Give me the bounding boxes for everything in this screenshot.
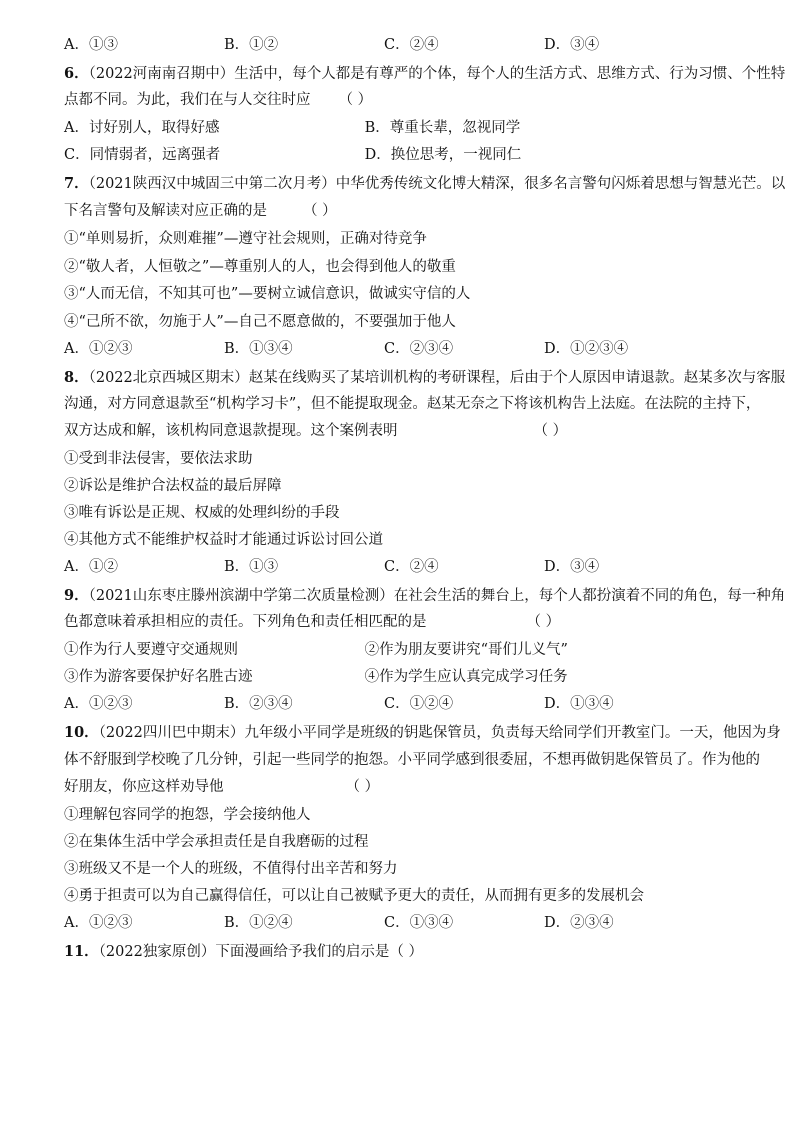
q9-statements-row2 — [64, 664, 744, 691]
answer-blank: （ ） — [526, 614, 561, 630]
q8-statement-4: ④其他方式不能维护权益时才能通过诉讼讨回公道 — [64, 532, 383, 548]
q10-options — [64, 910, 744, 937]
option-b: B．①③④ — [224, 341, 293, 357]
q7-statement-1: ①“单则易折，众则难摧”—遵守社会规则，正确对待竞争 — [64, 231, 427, 247]
q8-stem-line2: 沟通，对方同意退款至“机构学习卡”，但不能提取现金。赵某无奈之下将该机构告上法庭。在法院的主持下， — [64, 396, 761, 412]
option-c: C．②④ — [384, 559, 439, 575]
q11-stem-line1 — [64, 938, 744, 965]
q7-stem-line2 — [64, 198, 744, 225]
q7-options — [64, 336, 744, 363]
q10-statement-4: ④勇于担责可以为自己赢得信任，可以让自己被赋予更大的责任，从而拥有更多的发展机会 — [64, 888, 644, 904]
option-d: D．①②③④ — [544, 341, 629, 357]
option-b: B．①② — [224, 37, 279, 53]
option-d: D．③④ — [544, 559, 600, 575]
option-c: C．①②④ — [384, 696, 454, 712]
question-text: （2022四川巴中期末）九年级小平同学是班级的钥匙保管员，负责每天给同学们开教室门。一天，他因为身 — [98, 725, 781, 741]
option-d: D．③④ — [544, 37, 600, 53]
option-d: D．换位思考，一视同仁 — [364, 147, 522, 163]
option-d: D．①③④ — [544, 696, 614, 712]
question-text: 色都意味着承担相应的责任。下列角色和责任相匹配的是 — [64, 614, 427, 630]
option-c: C．②③④ — [384, 341, 454, 357]
option-a: A．①②③ — [64, 696, 133, 712]
question-text: （2021陕西汉中城固三中第二次月考）中华优秀传统文化博大精深，很多名言警句闪烁着思想与智慧光芒。以 — [88, 176, 786, 192]
question-number: 8． — [64, 369, 89, 386]
q7-statement-3: ③“人而无信，不知其可也”—要树立诚信意识，做诚实守信的人 — [64, 286, 471, 302]
option-c: C．①③④ — [384, 915, 454, 931]
q6-stem-line1 — [64, 60, 786, 87]
question-text: （2022北京西城区期末）赵某在线购买了某培训机构的考研课程，后由于个人原因申请退款。赵某多次与客服 — [88, 370, 786, 386]
option-c: C．同情弱者，远离强者 — [64, 147, 221, 163]
statement-2: ②作为朋友要讲究“哥们儿义气” — [364, 642, 568, 658]
option-b: B．尊重长辈，忽视同学 — [364, 120, 521, 136]
q7-statement-4: ④“己所不欲，勿施于人”—自己不愿意做的，不要强加于他人 — [64, 314, 456, 330]
option-d: D．②③④ — [544, 915, 614, 931]
q6-stem-line2 — [64, 87, 744, 114]
option-a: A．①③ — [64, 37, 118, 53]
question-number: 9． — [64, 587, 89, 604]
q9-options — [64, 691, 744, 718]
option-a: A．讨好别人，取得好感 — [64, 120, 220, 136]
answer-blank: （ ） — [345, 779, 380, 795]
question-text: 好朋友，你应这样劝导他 — [64, 779, 224, 795]
q7-stem-line1 — [64, 170, 786, 197]
question-text: （2022独家原创）下面漫画给予我们的启示是（ ） — [98, 944, 423, 960]
q5-options — [64, 32, 744, 59]
question-number: 11． — [64, 943, 99, 960]
answer-blank: （ ） — [533, 423, 568, 439]
q8-stem-line1 — [64, 364, 786, 391]
option-a: A．①②③ — [64, 341, 133, 357]
q8-statement-1: ①受到非法侵害，要依法求助 — [64, 451, 253, 467]
q8-statement-3: ③唯有诉讼是正规、权威的处理纠纷的手段 — [64, 505, 340, 521]
q10-stem-line3 — [64, 774, 744, 801]
q9-stem-line2 — [64, 609, 744, 636]
option-a: A．①② — [64, 559, 118, 575]
question-number: 7． — [64, 175, 89, 192]
question-number: 6． — [64, 65, 89, 82]
statement-4: ④作为学生应认真完成学习任务 — [364, 669, 568, 685]
option-b: B．②③④ — [224, 696, 293, 712]
q10-statement-2: ②在集体生活中学会承担责任是自我磨砺的过程 — [64, 834, 369, 850]
q10-stem-line1 — [64, 719, 781, 746]
question-text: 双方达成和解，该机构同意退款提现。这个案例表明 — [64, 423, 398, 439]
q10-statement-3: ③班级又不是一个人的班级，不值得付出辛苦和努力 — [64, 861, 398, 877]
q8-statement-2: ②诉讼是维护合法权益的最后屏障 — [64, 478, 282, 494]
q6-options-row1 — [64, 115, 744, 142]
q9-stem-line1 — [64, 582, 786, 609]
answer-blank: （ ） — [303, 203, 337, 219]
q8-stem-line3 — [64, 418, 744, 445]
q10-statement-1: ①理解包容同学的抱怨，学会接纳他人 — [64, 807, 311, 823]
question-text: 点都不同。为此，我们在与人交往时应 — [64, 92, 311, 108]
option-b: B．①③ — [224, 559, 279, 575]
question-text: 下名言警句及解读对应正确的是 — [64, 203, 267, 219]
q9-statements-row1 — [64, 637, 744, 664]
q7-statement-2: ②“敬人者，人恒敬之”—尊重别人的人，也会得到他人的敬重 — [64, 259, 456, 275]
q8-options — [64, 554, 744, 581]
q6-options-row2 — [64, 142, 744, 169]
answer-blank: （ ） — [338, 92, 373, 108]
q10-stem-line2: 体不舒服到学校晚了几分钟，引起一些同学的抱怨。小平同学感到很委屈，不想再做钥匙保管员了。作为他的 — [64, 752, 760, 768]
option-b: B．①②④ — [224, 915, 293, 931]
question-number: 10． — [64, 724, 99, 741]
statement-1: ①作为行人要遵守交通规则 — [64, 642, 238, 658]
question-text: （2022河南南召期中）生活中，每个人都是有尊严的个体，每个人的生活方式、思维方式、行为习惯、个性特 — [88, 66, 786, 82]
statement-3: ③作为游客要保护好名胜古迹 — [64, 669, 253, 685]
option-a: A．①②③ — [64, 915, 133, 931]
option-c: C．②④ — [384, 37, 439, 53]
question-text: （2021山东枣庄滕州滨湖中学第二次质量检测）在社会生活的舞台上，每个人都扮演着不同的角色，每一种角 — [88, 588, 786, 604]
